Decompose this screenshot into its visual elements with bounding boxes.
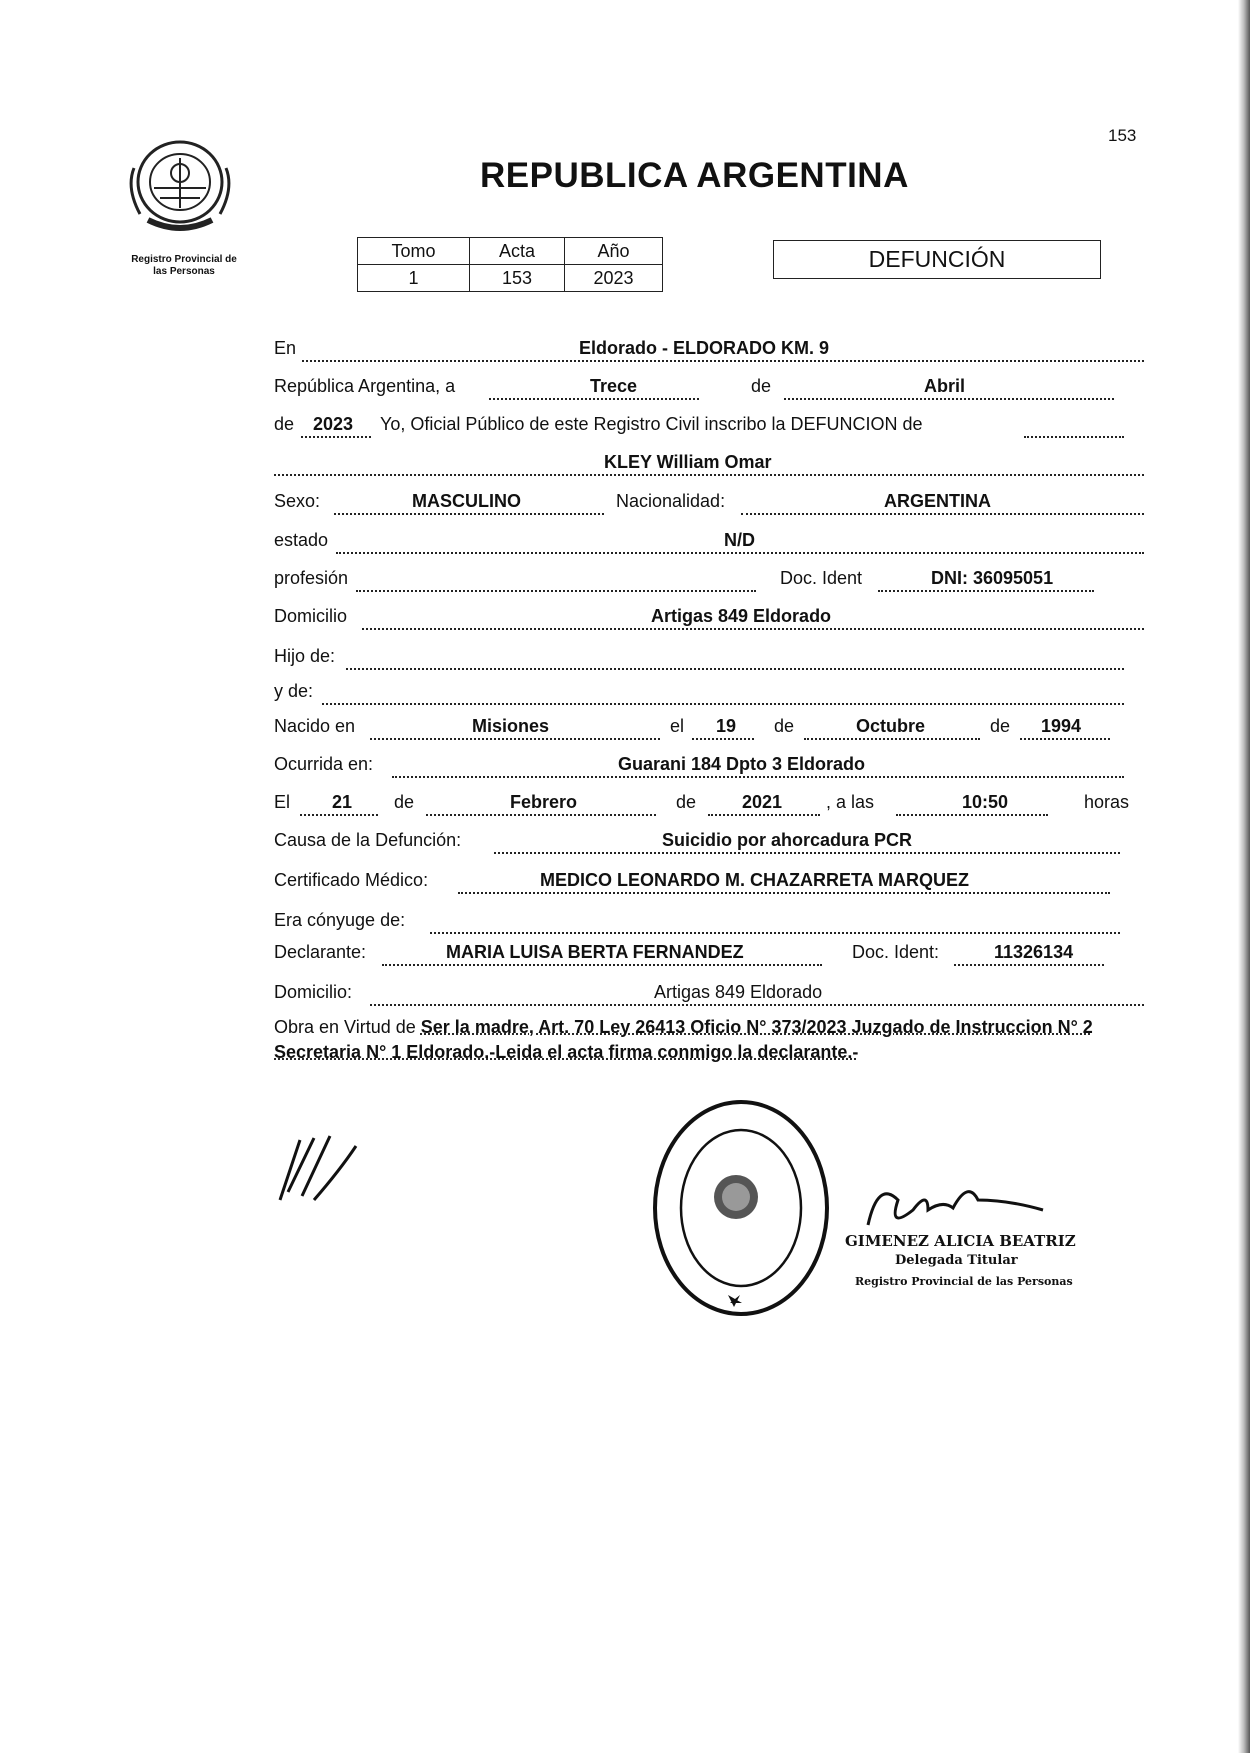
official-signature	[858, 1170, 1048, 1236]
certificate-row	[274, 870, 1144, 894]
day-value: Trece	[590, 376, 638, 396]
profesion-row	[274, 568, 1144, 592]
official-org: Registro Provincial de las Personas	[855, 1275, 1073, 1288]
occurrence-row	[274, 754, 1144, 778]
month-value: Abril	[924, 376, 966, 396]
estado-row	[274, 530, 1144, 554]
certificado-label: Certificado Médico:	[274, 870, 429, 890]
page-number: 153	[1108, 126, 1137, 145]
official-name: GIMENEZ ALICIA BEATRIZ	[845, 1232, 1076, 1250]
declarante-value: MARIA LUISA BERTA FERNANDEZ	[446, 942, 744, 962]
profesion-label: profesión	[274, 568, 349, 588]
hijo-row	[274, 646, 1144, 670]
estado-label: estado	[274, 530, 329, 550]
deceased-name: KLEY William Omar	[604, 452, 772, 472]
yde-row	[274, 681, 1144, 705]
conyuge-label: Era cónyuge de:	[274, 910, 406, 930]
birth-month: Octubre	[856, 716, 926, 736]
sexo-label: Sexo:	[274, 491, 321, 511]
declarant-signature	[270, 1130, 370, 1210]
place-value: Eldorado - ELDORADO KM. 9	[579, 338, 830, 358]
domicilio-value: Artigas 849 Eldorado	[651, 606, 832, 626]
death-month: Febrero	[510, 792, 578, 812]
place-row	[274, 338, 1144, 362]
death-year: 2021	[742, 792, 783, 812]
declarante-domicilio-value: Artigas 849 Eldorado	[654, 982, 823, 1002]
domicilio-row	[274, 606, 1144, 630]
spouse-row	[274, 910, 1144, 934]
official-stamp	[650, 1097, 832, 1319]
anio-header: Año	[565, 238, 663, 265]
nacido-value: Misiones	[472, 716, 550, 736]
cause-row	[274, 830, 1144, 854]
nacionalidad-value: ARGENTINA	[884, 491, 991, 511]
acta-value: 153	[470, 265, 565, 292]
domicilio-label: Domicilio:	[274, 982, 353, 1002]
tomo-header: Tomo	[358, 238, 470, 265]
el-label: el	[670, 716, 685, 736]
registry-table	[357, 237, 663, 292]
ocurrida-label: Ocurrida en:	[274, 754, 374, 774]
document-title: REPUBLICA ARGENTINA	[480, 156, 909, 195]
anio-value: 2023	[565, 265, 663, 292]
estado-value: N/D	[724, 530, 755, 550]
death-time: 10:50	[962, 792, 1009, 812]
death-day: 21	[332, 792, 353, 812]
declarant-row	[274, 942, 1144, 966]
de-label: de	[274, 414, 295, 434]
de-label: de	[394, 792, 415, 812]
causa-value: Suicidio por ahorcadura PCR	[662, 830, 913, 850]
death-date-row	[274, 792, 1144, 816]
sexo-value: MASCULINO	[412, 491, 521, 511]
declarante-label: Declarante:	[274, 942, 367, 962]
doc-ident-value: DNI: 36095051	[931, 568, 1054, 588]
de-label: de	[774, 716, 795, 736]
causa-label: Causa de la Defunción:	[274, 830, 462, 850]
el-label: El	[274, 792, 291, 812]
year-value: 2023	[313, 414, 354, 434]
declarant-address-row	[274, 982, 1144, 1006]
birth-row	[274, 716, 1144, 740]
birth-day: 19	[716, 716, 737, 736]
acta-header: Acta	[470, 238, 565, 265]
republica-label: República Argentina, a	[274, 376, 456, 396]
obra-virtud-paragraph	[274, 1015, 1144, 1065]
ocurrida-value: Guarani 184 Dpto 3 Eldorado	[618, 754, 866, 774]
record-type-box: DEFUNCIÓN	[773, 240, 1101, 279]
doc-ident-label: Doc. Ident	[780, 568, 863, 588]
nacionalidad-label: Nacionalidad:	[616, 491, 726, 511]
en-label: En	[274, 338, 297, 358]
obra-value: Ser la madre, Art. 70 Ley 26413 Oficio N° 373/2023 Juzgado de Instruccion N° 2 Secretaria N° 1 Eldorado.-Leida el acta firma conmigo la declarante.-	[274, 1017, 1093, 1062]
official-role: Delegada Titular	[895, 1253, 1018, 1268]
de-label: de	[751, 376, 772, 396]
statement-text: Yo, Oficial Público de este Registro Civil inscribo la DEFUNCION de	[380, 414, 923, 434]
alas-label: , a las	[826, 792, 875, 812]
birth-year: 1994	[1041, 716, 1082, 736]
yde-label: y de:	[274, 681, 314, 701]
domicilio-label: Domicilio	[274, 606, 348, 626]
misiones-seal-logo	[120, 128, 240, 240]
hijo-label: Hijo de:	[274, 646, 336, 666]
nacido-label: Nacido en	[274, 716, 356, 736]
name-row	[274, 452, 1144, 476]
registry-org-name: Registro Provincial de las Personas	[131, 254, 237, 277]
date-row	[274, 376, 1144, 400]
tomo-value: 1	[358, 265, 470, 292]
certificado-value: MEDICO LEONARDO M. CHAZARRETA MARQUEZ	[540, 870, 969, 890]
doc-ident-label: Doc. Ident:	[852, 942, 940, 962]
de-label: de	[990, 716, 1011, 736]
declarante-doc-value: 11326134	[994, 942, 1074, 962]
sex-nationality-row	[274, 491, 1144, 515]
de-label: de	[676, 792, 697, 812]
scan-edge	[1238, 0, 1250, 1753]
horas-label: horas	[1084, 792, 1130, 812]
statement-row	[274, 414, 1144, 438]
obra-label: Obra en Virtud de	[274, 1017, 416, 1037]
